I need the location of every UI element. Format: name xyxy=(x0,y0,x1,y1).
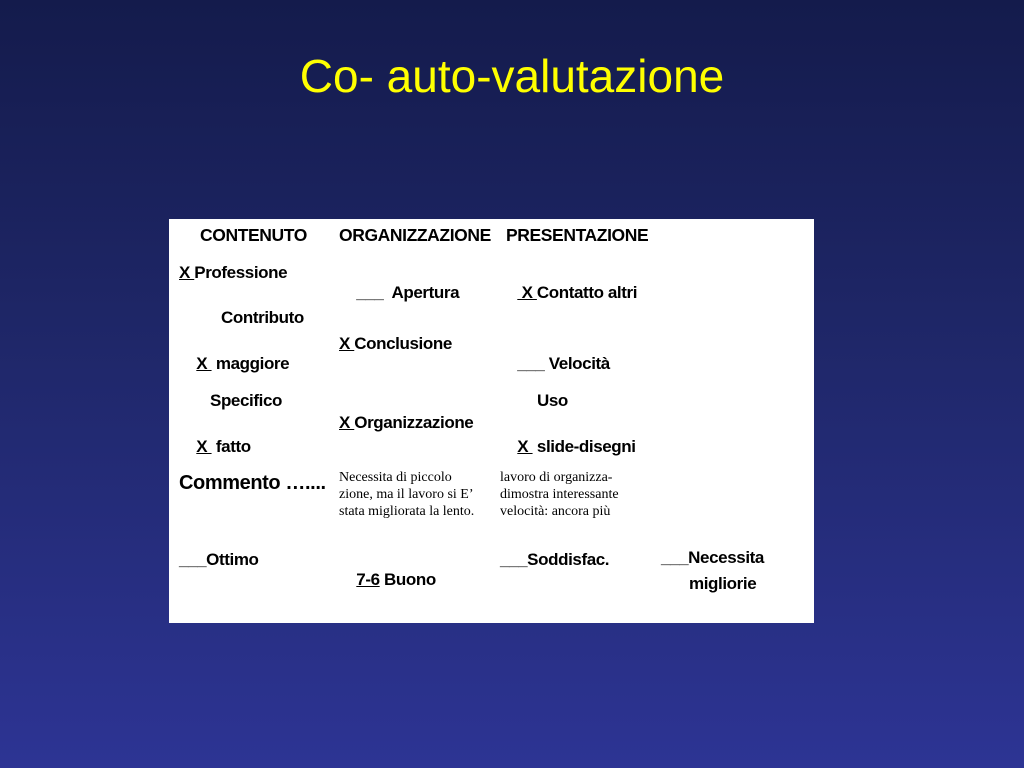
commento-organizzazione-text: Necessita di piccolo zione, ma il lavoro si E’ stata migliorata la lento. xyxy=(339,470,475,519)
contributo-label: Contributo xyxy=(221,308,304,327)
conclusione-label: Conclusione xyxy=(354,334,452,353)
header-presentazione: PRESENTAZIONE xyxy=(506,225,649,245)
contatto-mark: X xyxy=(517,283,537,302)
migliorie-label: migliorie xyxy=(689,574,757,593)
item-maggiore xyxy=(179,334,289,394)
maggiore-mark: X xyxy=(196,354,212,373)
commento-presentazione-text: lavoro di organizza- dimostra interessante velocità: ancora più xyxy=(500,470,619,519)
soddisfac-label: Soddisfac. xyxy=(527,550,610,569)
fatto-mark: X xyxy=(196,437,212,456)
header-contenuto: CONTENUTO xyxy=(200,225,307,245)
conclusione-mark: X xyxy=(339,334,355,353)
uso-label: Uso xyxy=(537,391,568,410)
maggiore-label: maggiore xyxy=(211,354,290,373)
contatto-label: Contatto altri xyxy=(536,283,638,302)
rating-soddisfac xyxy=(500,550,609,570)
buono-mark: 7-6 xyxy=(356,570,380,589)
professione-mark: X xyxy=(179,263,195,282)
slide-mark: X xyxy=(517,437,533,456)
header-organizzazione: ORGANIZZAZIONE xyxy=(339,225,491,245)
specifico-label: Specifico xyxy=(210,391,282,410)
rating-buono xyxy=(339,550,436,610)
slide-label: slide-disegni xyxy=(532,437,636,456)
necessita-mark: ___ xyxy=(661,548,689,567)
buono-label: Buono xyxy=(379,570,436,589)
apertura-label: Apertura xyxy=(383,283,460,302)
soddisfac-mark: ___ xyxy=(500,550,528,569)
velocita-mark: ___ xyxy=(517,354,545,373)
item-slide-disegni xyxy=(500,417,636,477)
necessita-label: Necessita xyxy=(688,548,764,567)
apertura-mark: ___ xyxy=(356,283,384,302)
rating-necessita xyxy=(661,548,764,568)
item-organizzazione xyxy=(339,413,473,433)
item-contatto-altri xyxy=(500,263,637,323)
item-apertura xyxy=(339,263,459,323)
rating-ottimo xyxy=(179,550,259,570)
item-conclusione xyxy=(339,334,452,354)
item-fatto xyxy=(179,417,251,477)
ottimo-label: Ottimo xyxy=(206,550,259,569)
ottimo-mark: ___ xyxy=(179,550,207,569)
commento-label: Commento ….... xyxy=(179,472,326,494)
evaluation-card xyxy=(169,219,814,623)
velocita-label: Velocità xyxy=(544,354,610,373)
professione-label: Professione xyxy=(194,263,288,282)
organizzazione-label: Organizzazione xyxy=(354,413,474,432)
item-professione xyxy=(179,263,287,283)
slide-title: Co- auto-valutazione xyxy=(299,50,725,102)
fatto-label: fatto xyxy=(211,437,251,456)
item-velocita xyxy=(500,334,610,394)
organizzazione-mark: X xyxy=(339,413,355,432)
